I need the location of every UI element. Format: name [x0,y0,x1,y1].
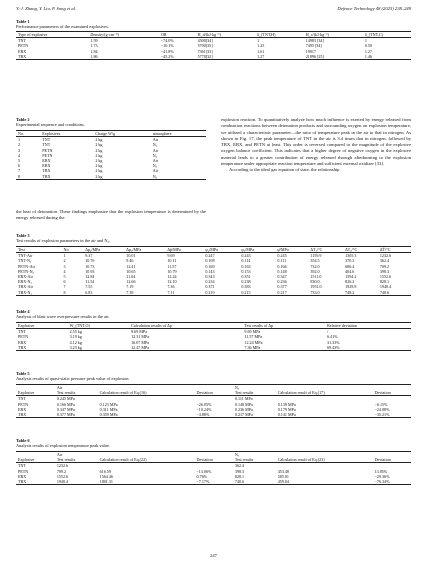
table-cell: 709.2 [56,468,67,474]
table-cell: −4.88% [195,412,233,418]
column-header: No. [62,247,84,253]
table-cell: 4 [18,152,21,158]
table3-caption [16,233,110,243]
table-cell: EBX-Air [18,274,34,280]
table-cell: 1232.6 [379,253,392,259]
column-header: Calculation result of Eq.(17) [276,390,373,396]
table-cell: PETN [42,152,53,158]
table-cell: 362.4 [379,258,390,264]
table-cell: 4500[34] [197,38,213,44]
table-cell: 9.69 MPa [244,329,261,335]
table-cell: 0.143 [205,268,215,274]
right-paragraph-2: According to the ideal gas equation of state, the relationship [229,167,340,173]
table-cell: 453.48 [277,468,289,474]
table5-title: Table 5 [16,371,30,376]
column-header: φ₂/MPa [239,247,275,253]
table4-caption-text: Analysis of blast wave overpressure results in the air. [16,314,110,320]
column-header: δ_(TNT,H) [255,32,304,38]
table-cell: 1.46 [363,54,411,60]
column-header: atmosphere [151,131,206,137]
table-cell: 12.10 [167,279,177,285]
table6 [16,451,411,485]
table-cell: 1940.4 [55,479,98,485]
column-header: Deviation [195,390,233,396]
column-header: Test results [55,457,98,463]
column-header: δ_(TNT,C) [363,32,411,38]
table-cell: TNT [18,38,26,44]
table-row [16,174,206,180]
table4 [16,322,411,351]
table-row [16,412,411,418]
table-cell: 9.69 MPa [131,329,148,335]
table-cell: 7.39 [124,290,165,296]
table-row [16,345,411,351]
table-cell: 7361[33] [197,48,213,54]
table-cell: 0.114 [241,258,251,264]
table-cell: 19017 [305,48,316,54]
table-cell: 11.64 [126,274,136,280]
table-cell: Air [152,147,159,153]
table-cell: 1594.2 [345,274,357,280]
table-cell: 2 kg [95,142,103,148]
table-cell: −35.21% [373,412,411,418]
table-cell: 31.33% [327,339,340,345]
table-cell: 2 [63,258,66,264]
table-cell: −26.05% [196,401,212,407]
table-cell: EBX [18,48,27,54]
table-cell: 0.236 MPa [234,406,253,412]
table-cell: TNT [18,463,26,469]
table-cell: 1564.46 [99,473,113,479]
table4-title: Table 4 [16,309,30,314]
table-cell: 459.04 [276,479,373,485]
table-cell: 12.24 [167,274,177,280]
table-cell: TBX-N₂ [16,290,62,296]
table-cell: 7.19 [126,284,134,290]
table-cell: TNT [42,137,51,143]
column-header: Explosives [40,131,93,137]
table-cell: 740.6 [378,290,411,296]
table5-caption-text: Analysis results of quasi-static pressure peak value of explosion. [16,376,130,382]
table-cell: 1552.6 [379,274,392,280]
table-cell: 10.01 [126,253,136,259]
table-cell: 0.234 [205,279,215,285]
table-cell: 0.347 [277,274,287,280]
table-cell: 69.43% [325,345,411,351]
table-cell: 12.47 MPa [129,345,242,351]
table-cell: −10.1% [160,43,174,49]
table-cell: 370.3 [345,258,355,264]
table-cell: −45.2% [159,54,196,60]
table-cell: 12.66 [126,279,136,285]
column-header: W_(TNT,O) [68,323,130,329]
table-cell: N₂ [152,152,158,158]
table-cell: 0.50 [364,43,372,49]
table-cell: PETN [18,334,29,340]
table-cell: 585.01 [277,473,289,479]
table-cell: 10.73 [85,263,95,269]
column-header: H_d/(kJ·kg⁻¹) [196,32,256,38]
table-cell: 16.07 MPa [131,339,150,345]
table-cell: −29.36% [374,473,390,479]
table1 [16,31,411,60]
table-cell: −7.17% [195,479,233,485]
table1-title: Table 1 [16,19,30,24]
table-cell: 7 [63,284,66,290]
table-cell: 2 kg [95,147,103,153]
table-cell: 686.4 [345,263,355,269]
table-cell: 7.36 [167,284,175,290]
table-cell: 0.139 MPa [277,401,296,407]
table-cell: TBX [40,174,93,180]
table-cell: 11.54 [85,279,95,285]
table3 [16,246,411,296]
table-cell: TBX [42,168,51,174]
table-cell: 3 [63,263,66,269]
table2-caption-text: Experimental sequence and conditions. [16,122,85,128]
table-cell: −13.06% [196,468,212,474]
table-cell: TBX [16,412,55,418]
table-cell: 12.84 [85,274,95,280]
table-cell: 748.2 [343,290,378,296]
table-cell: −10.24% [196,406,212,412]
table-cell: 7.11 [165,290,203,296]
table-cell: 0.247 [205,253,215,259]
table-cell: EBX [42,163,51,169]
table-cell: 0.148 [277,268,287,274]
table4-caption [16,309,110,319]
column-header: OB [159,32,196,38]
table-cell: 0.245 [277,253,287,259]
table-cell: 1.86 [88,54,158,60]
table1-caption-text: Performance parameters of the examined explosives. [16,24,109,30]
table-row [16,54,411,60]
table-cell: 0.163 [241,263,251,269]
table-cell: 0.245 MPa [56,396,75,402]
table-cell: TBX-Air [18,284,34,290]
table-cell: 4 [63,268,66,274]
table-cell: 0.359 MPa [98,412,195,418]
table-cell: 1.27 [364,48,372,54]
table-cell: TNT [18,396,26,402]
table-cell: 2 kg [95,168,103,174]
table-cell: 1.73 [90,43,98,49]
table-cell: TNT [18,329,26,335]
table-cell: −6.15% [374,401,388,407]
column-header: Δp̄/MPa [165,247,203,253]
table-cell: 0.377 [277,284,287,290]
table-cell: 0.148 MPa [234,401,253,407]
table-cell: EBX-N₂ [18,279,32,285]
table-cell: 362.4 [234,463,245,469]
table-cell: 7 [18,168,21,174]
table-cell: 0.166 [277,263,287,269]
table-cell: 0.343 [205,274,215,280]
table-cell: 1951.0 [310,284,322,290]
table-cell: TBX [16,345,68,351]
table5-caption [16,371,130,381]
table-cell: 5700[35] [197,43,213,49]
table-cell: 0.76% [196,473,208,479]
table-cell: 0.166 MPa [56,401,75,407]
column-header: Test results of Δp [242,323,325,329]
table-cell: 1232.6 [56,463,69,469]
table-cell: 1 [257,38,260,44]
table-cell: 1929.8 [345,284,357,290]
column-header: Relative deviation [325,323,411,329]
table-row [16,290,411,296]
table-cell: 13.85% [374,468,388,474]
column-header: Test results [233,390,276,396]
column-header: Δp₂/MPa [124,247,165,253]
column-header: Calculation result of Eq.(16) [98,390,195,396]
column-header: ΔT₂/°C [343,247,378,253]
table-cell: 0.217 [275,290,308,296]
table-cell: TNT-N₂ [18,258,32,264]
table-cell: EBX [18,406,27,412]
table-cell: EBX [18,339,27,345]
table-cell: 7.36 MPa [242,345,325,351]
table-cell: 2.55 kg [69,329,82,335]
table-cell: PETN-N₂ [18,268,34,274]
table-cell: 1552.6 [56,473,69,479]
column-header: φ̄/MPa [275,247,308,253]
table-cell: 9.69 [167,253,175,259]
table-cell: PETN [42,147,53,153]
table-cell: 10.11 [167,258,177,264]
table-cell: −76.34% [373,479,411,485]
column-header: Calculation result of Eq.(22) [98,457,195,463]
table-cell: 1.84 [90,48,98,54]
table-cell: 0.179 MPa [277,406,296,412]
table-cell: 0.243 [241,253,251,259]
table3-caption-text: Test results of explosion parameters in the air and N₂. [16,238,111,244]
table-cell: 3.23 kg [68,345,130,351]
table-cell: 354.5 [310,258,320,264]
column-header: Explosive [16,390,55,396]
table-cell: 8 [62,290,84,296]
table-cell: 0.351 [241,274,251,280]
table-cell: 2 [18,142,21,148]
table-cell: −41.8% [160,48,174,54]
column-header: Calculation result of Eq.(23) [276,457,373,463]
table-cell: N₂ [152,142,158,148]
table6-caption-text: Analysis results of explosion temperature peak value. [16,443,111,449]
table-cell: 2 kg [95,152,103,158]
table-cell: −24.08% [374,406,390,412]
table-cell: 6.41% [327,334,338,340]
column-header: Explosive [16,323,68,329]
column-header: Test results [233,457,276,463]
table-cell: TBX [16,479,55,485]
table-cell: 392.0 [310,268,320,274]
table-cell: 14983 [34] [305,38,324,44]
table2-caption [16,117,85,127]
table-cell: 0.377 MPa [55,412,98,418]
table-cell: 0.347 MPa [56,406,75,412]
table-cell: PETN [18,43,29,49]
table6-title: Table 6 [16,438,30,443]
table-cell: 826.2 [345,279,355,285]
table-cell: 828.1 [379,279,390,285]
column-header: Calculation results of Δp [129,323,242,329]
table-cell: 12.31 MPa [131,334,150,340]
right-paragraph [221,117,411,174]
right-paragraph-text: explosion reaction. To quantitatively analyze how much influence is exerted by energy released from combustion reactions between detonation products and surrounding oxygen on explosion temperature, we utilized a characteristic parameter—the ratio of temperature peak in the air to that in nitrogen. As shown in Fig. 17, the peak temperature of TNT in the air is 3.4 times that in nitrogen, followed by TBX, EBX, and PETN at least. This order is reversed compared to the magnitude of the explosive oxygen balance coefficient. This indicates that a higher degree of negative oxygen in the explosive material leads to a greater contribution of energy released through afterburning to the explosion temperature under appropriate reaction temperature and sufficient external oxidizer [33]. [221,117,411,167]
table2 [16,130,206,180]
table-cell: 398.3 [234,468,245,474]
table-cell: 733.0 [308,290,343,296]
group-header-n2: N₂ [233,452,411,458]
table-cell: 11.57 [167,263,177,269]
table-cell: 5 [63,274,66,280]
table-cell: 10.93 [85,268,95,274]
table-cell: 12.24 MPa [244,339,263,345]
column-header: No. [16,131,40,137]
table-cell: 709.2 [379,263,390,269]
column-header: H_c/(kJ·kg⁻¹) [304,32,363,38]
table-cell: 1511.0 [310,274,322,280]
table-cell: 0.111 [277,258,287,264]
table-cell: 732.0 [310,263,320,269]
table-cell: 5778[32] [196,54,256,60]
table-cell: EBX [42,158,51,164]
table-cell: 616.59 [99,468,111,474]
table-cell: 7495 [34] [305,43,322,49]
table-cell: 828.1 [234,473,245,479]
table-row [16,479,411,485]
table-cell: 740.6 [233,479,276,485]
table-cell: 1 [18,137,21,143]
table3-title: Table 3 [16,233,30,238]
table2-title: Table 2 [16,117,30,122]
table-cell: PETN-Air [18,263,36,269]
table-cell: 1.25 [257,43,265,49]
group-header-air: Air [55,452,233,458]
table-cell: 3.19 kg [69,334,82,340]
header-journal: Defence Technology 48 (2025) 238–249 [337,6,411,11]
table-cell: 11.57 MPa [244,334,263,340]
table6-caption [16,438,110,448]
header-authors: Y.-J. Zhang, Y. Liu, P. Song et al. [16,6,77,11]
group-header-n2: N₂ [233,385,411,391]
table-cell: Air [152,158,159,164]
table-cell: 398.3 [379,268,390,274]
column-header: Deviation [373,390,411,396]
table-cell: 10.65 [126,268,136,274]
table-cell: 0.111 MPa [234,396,253,402]
table-cell: 2 kg [95,137,103,143]
table-cell: 0.311 MPa [99,406,118,412]
table-cell: / [327,329,329,335]
table-cell: 0.219 [203,290,239,296]
table-cell: 0.238 [241,279,251,285]
table-cell: 1.27 [255,54,304,60]
table-cell: 404.6 [345,268,355,274]
table-cell: 0.141 MPa [276,412,373,418]
table-cell: −74.0% [160,38,174,44]
table-cell: N₂ [152,163,158,169]
table-cell: 0.169 [205,263,215,269]
table-cell: 0.215 [239,290,275,296]
column-header: Charge W/g [93,131,150,137]
page-number: 247 [210,553,217,558]
table-cell: 10.76 [85,258,95,264]
table-cell: 1159.9 [310,253,322,259]
table-cell: 0.236 [277,279,287,285]
table-cell: 1801.31 [98,479,195,485]
table-cell: TNT [42,142,51,148]
table-cell: 12.41 [126,263,136,269]
table-cell: TNT-Air [18,253,33,259]
table-cell: 0.153 [241,268,251,274]
table-cell: 9.37 [85,253,93,259]
table5 [16,384,411,418]
column-header: Density/(g·cm⁻³) [88,32,158,38]
column-header: Δp₁/MPa [83,247,124,253]
table-cell: EBX [18,473,27,479]
column-header: Deviation [195,457,233,463]
table-cell: 21896 [25] [304,54,363,60]
table-cell: TBX [16,54,88,60]
column-header: Test results [55,390,98,396]
table-cell: 0.371 [205,284,215,290]
table-cell: 6 [18,163,21,169]
column-header: Explosive [16,457,55,463]
table-cell: 2 kg [95,163,103,169]
column-header: Type of explosive [16,32,88,38]
table-cell: PETN [18,468,29,474]
table-cell: 1 [364,38,367,44]
table-cell: 0.108 [205,258,215,264]
table-cell: Air [152,168,159,174]
table-cell: 9.46 [126,258,134,264]
column-header: Deviation [373,457,411,463]
table-cell: 1940.4 [379,284,392,290]
table-cell: 6 [63,279,66,285]
table-cell: 0.383 [241,284,251,290]
table1-caption [16,19,109,29]
table-cell: 1.61 [257,48,265,54]
group-header-air: Air [55,385,233,391]
column-header: ΔT₁/°C [308,247,343,253]
column-header: φ₁/MPa [203,247,239,253]
table-cell: PETN [18,401,29,407]
table-cell: 6.83 [83,290,124,296]
table-cell: 4.12 kg [69,339,82,345]
table-cell: 1305.3 [345,253,357,259]
table-cell: Air [152,137,159,143]
table-cell: 0.217 MPa [233,412,276,418]
column-header: ΔT̄/°C [378,247,411,253]
table-cell: 830.0 [310,279,320,285]
table-cell: 5 [18,158,21,164]
table-cell: 3 [18,147,21,153]
table-cell: 10.79 [167,268,177,274]
table-cell: 8 [16,174,40,180]
table-cell: N₂ [151,174,206,180]
column-header: Test [16,247,62,253]
table-cell: 1 [63,253,66,259]
table-cell: 0.123 MPa [99,401,118,407]
table-cell: 1.59 [90,38,98,44]
table-cell: 2 kg [95,158,103,164]
table-cell: 7.55 [85,284,93,290]
table-cell: 2 kg [93,174,150,180]
left-paragraph: the heat of detonation. These findings emphasize that the explosion temperature is determined by the energy released during the [16,209,206,221]
